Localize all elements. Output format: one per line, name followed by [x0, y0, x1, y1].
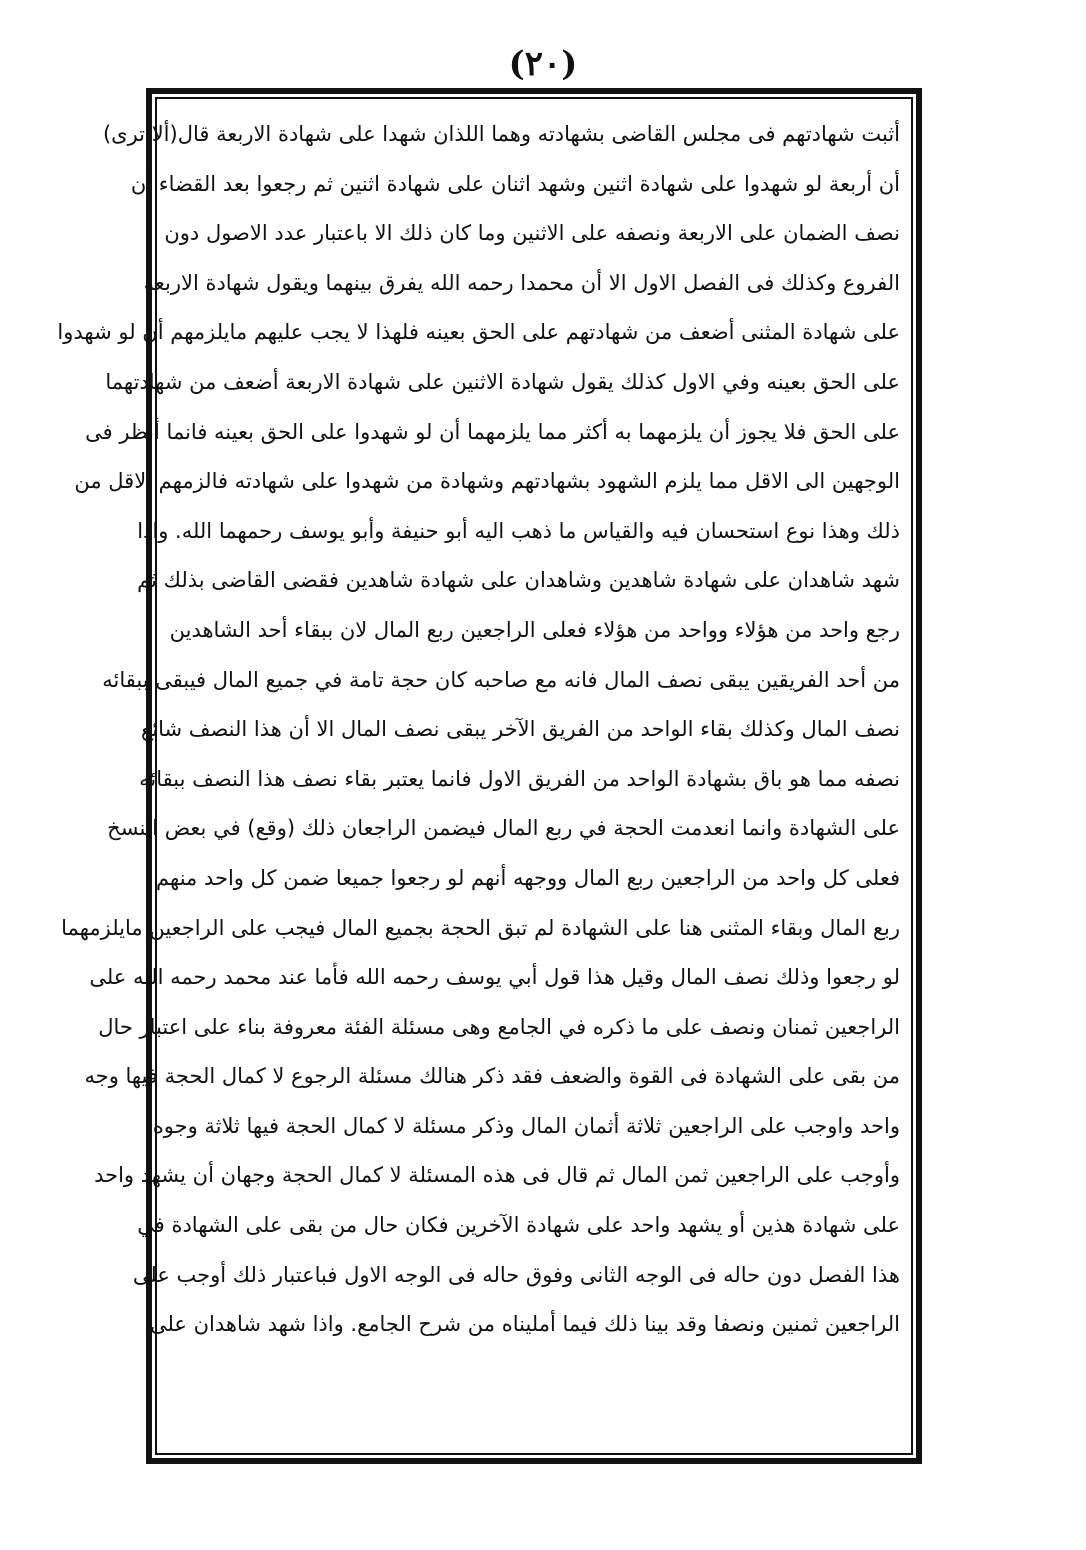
text-line: على شهادة هذين أو يشهد واحد على شهادة الآخرين فكان حال من بقى على الشهادة في — [137, 1213, 900, 1238]
text-line: ربع المال وبقاء المثنى هنا على الشهادة لم تبق الحجة بجميع المال فيجب على الراجعين مايلزمهما — [61, 915, 900, 940]
text-line: الوجهين الى الاقل مما يلزم الشهود بشهادتهم وشهادة من شهدوا على شهادته فالزمهم الاقل من — [74, 469, 900, 494]
text-line: الراجعين ثمنين ونصفا وقد بينا ذلك فيما أمليناه من شرح الجامع. واذا شهد شاهدان على — [149, 1312, 900, 1337]
text-line: وأوجب على الراجعين ثمن المال ثم قال فى هذه المسئلة لا كمال الحجة وجهان أن يشهد واحد — [94, 1163, 900, 1188]
text-line: هذا الفصل دون حاله فى الوجه الثانى وفوق حاله فى الوجه الاول فباعتبار ذلك أوجب على — [132, 1262, 900, 1287]
text-line: من أحد الفريقين يبقى نصف المال فانه مع صاحبه كان حجة تامة في جميع المال فيبقى ببقائه — [102, 667, 900, 692]
text-line: على الشهادة وانما انعدمت الحجة في ربع المال فيضمن الراجعان ذلك (وقع) في بعض النسخ — [107, 816, 900, 841]
text-body — [57, 110, 900, 1350]
text-line: على شهادة المثنى أضعف من شهادتهم على الحق بعينه فلهذا لا يجب عليهم مايلزمهم أن لو شهدوا — [57, 320, 900, 345]
text-line: أن أربعة لو شهدوا على شهادة اثنين وشهد اثنان على شهادة اثنين ثم رجعوا بعد القضاء أن — [130, 171, 900, 196]
page-number: (٢٠) — [508, 44, 578, 84]
text-line: فعلى كل واحد من الراجعين ربع المال ووجهه أنهم لو رجعوا جميعا ضمن كل واحد منهم — [156, 865, 900, 890]
text-line: الراجعين ثمنان ونصف على ما ذكره في الجامع وهى مسئلة الفئة معروفة بناء على اعتبار حال — [98, 1014, 900, 1039]
text-line: رجع واحد من هؤلاء وواحد من هؤلاء فعلى الراجعين ربع المال لان ببقاء أحد الشاهدين — [169, 617, 900, 642]
text-line: واحد واوجب على الراجعين ثلاثة أثمان المال وذكر مسئلة لا كمال الحجة فيها ثلاثة وجوه — [152, 1113, 900, 1138]
text-line: نصف الضمان على الاربعة ونصفه على الاثنين وما كان ذلك الا باعتبار عدد الاصول دون — [164, 221, 900, 246]
text-line: لو رجعوا وذلك نصف المال وقيل هذا قول أبي يوسف رحمه الله فأما عند محمد رحمه الله على — [89, 965, 900, 990]
text-line: شهد شاهدان على شهادة شاهدين وشاهدان على شهادة شاهدين فقضى القاضى بذلك ثم — [137, 568, 900, 593]
text-line: على الحق فلا يجوز أن يلزمهما به أكثر مما يلزمهما أن لو شهدوا على الحق بعينه فانما أنظر فى — [85, 419, 900, 444]
text-line: نصفه مما هو باق بشهادة الواحد من الفريق الاول فانما يعتبر بقاء نصف هذا النصف ببقائه — [139, 766, 900, 791]
text-line: من بقى على الشهادة فى القوة والضعف فقد ذكر هنالك مسئلة الرجوع لا كمال الحجة فيها وجه — [84, 1064, 900, 1089]
text-line: على الحق بعينه وفي الاول كذلك يقول شهادة الاثنين على شهادة الاربعة أضعف من شهادتهما — [105, 369, 900, 394]
text-line: ذلك وهذا نوع استحسان فيه والقياس ما ذهب اليه أبو حنيفة وأبو يوسف رحمهما الله. واذا — [137, 518, 900, 543]
text-line: الفروع وكذلك فى الفصل الاول الا أن محمدا رحمه الله يفرق بينهما ويقول شهادة الاربعة — [143, 270, 900, 295]
text-line: أثبت شهادتهم فى مجلس القاضى بشهادته وهما اللذان شهدا على شهادة الاربعة قال(ألا ترى) — [102, 122, 900, 146]
text-line: نصف المال وكذلك بقاء الواحد من الفريق الآخر يبقى نصف المال الا أن هذا النصف شائع — [141, 717, 900, 742]
